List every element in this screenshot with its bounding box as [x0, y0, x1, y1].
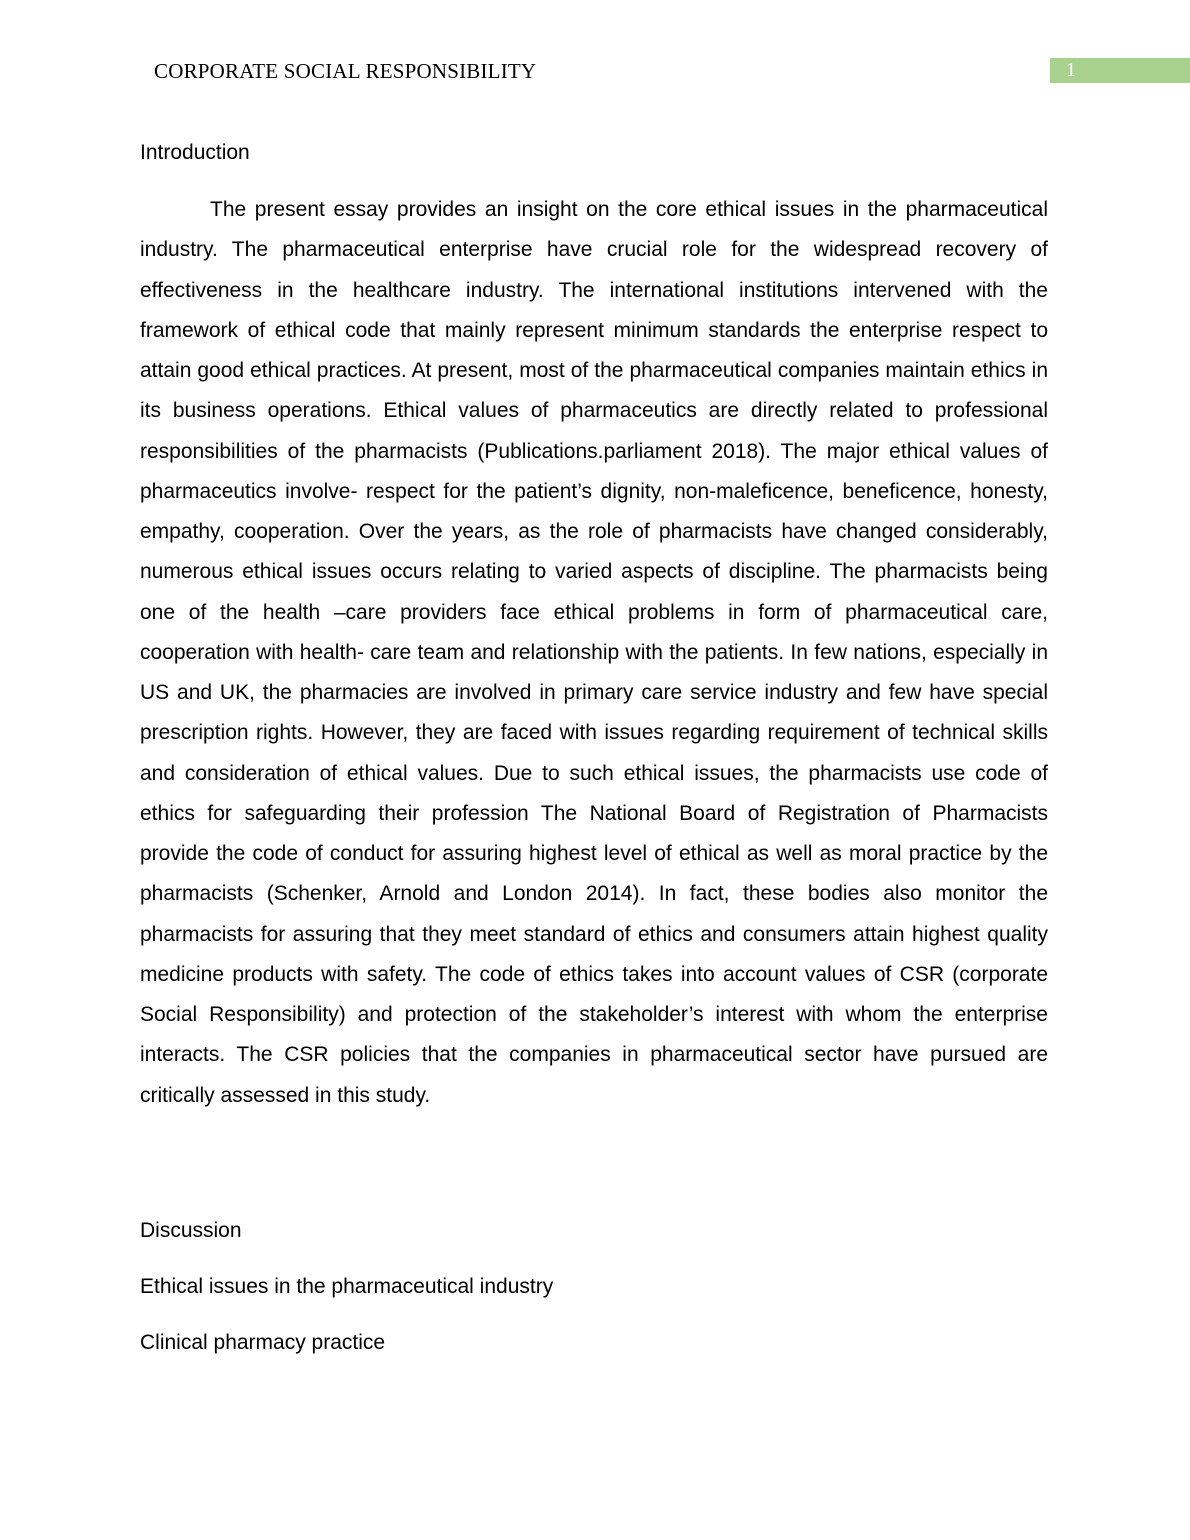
discussion-heading: Discussion [140, 1219, 242, 1242]
ethical-issues-subheading: Ethical issues in the pharmaceutical industry [140, 1275, 554, 1298]
clinical-pharmacy-subheading: Clinical pharmacy practice [140, 1331, 386, 1354]
page-number-badge [1050, 58, 1190, 83]
introduction-heading: Introduction [140, 141, 250, 164]
introduction-paragraph: The present essay provides an insight on the core ethical issues in the pharmaceutical industry. The pharmaceutical enterprise have crucial role for the widespread recovery of effectiveness in the healthcare industry. The international institutions intervened with the framework of ethical code that mainly represent minimum standards the enterprise respect to attain good ethical practices. At present, most of the pharmaceutical companies maintain ethics in its business operations. Ethical values of pharmaceutics are directly related to professional responsibilities of the pharmacists (Publications.parliament 2018). The major ethical values of pharmaceutics involve- respect for the patient’s dignity, non-maleficence, beneficence, honesty, empathy, cooperation. Over the years, as the role of pharmacists have changed considerably, numerous ethical issues occurs relating to varied aspects of discipline. The pharmacists being one of the health –care providers face ethical problems in form of pharmaceutical care, cooperation with health- care team and relationship with the patients. In few nations, especially in US and UK, the pharmacies are involved in primary care service industry and few have special prescription rights. However, they are faced with issues regarding requirement of technical skills and consideration of ethical values. Due to such ethical issues, the pharmacists use code of ethics for safeguarding their profession The National Board of Registration of Pharmacists provide the code of conduct for assuring highest level of ethical as well as moral practice by the pharmacists (Schenker, Arnold and London 2014). In fact, these bodies also monitor the pharmacists for assuring that they meet standard of ethics and consumers attain highest quality medicine products with safety. The code of ethics takes into account values of CSR (corporate Social Responsibility) and protection of the stakeholder’s interest with whom the enterprise interacts. The CSR policies that the companies in pharmaceutical sector have pursued are critically assessed in this study. [140, 198, 1048, 1107]
running-head-title: CORPORATE SOCIAL RESPONSIBILITY [154, 59, 537, 83]
page-number: 1 [1066, 59, 1076, 81]
